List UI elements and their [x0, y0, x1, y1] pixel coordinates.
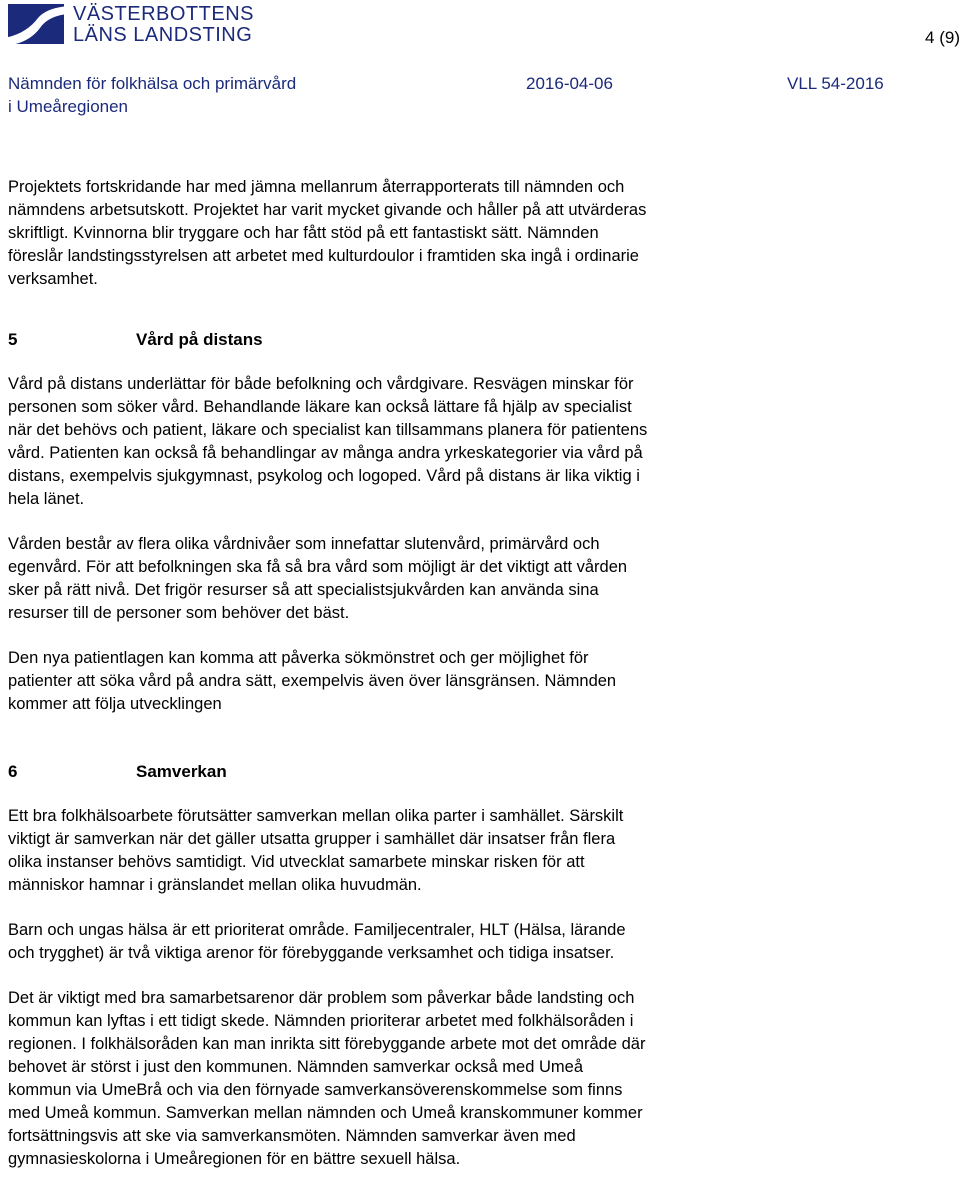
committee-name-line2: i Umeåregionen — [8, 97, 129, 116]
section-number: 5 — [8, 330, 18, 349]
landsting-logo-icon — [8, 4, 64, 44]
text-line: regionen. I folkhälsoråden kan man inrikta sitt förebyggande arbete mot det område där — [8, 1035, 646, 1053]
paragraph — [8, 919, 953, 965]
document-date: 2016-04-06 — [526, 74, 613, 93]
text-line: vård. Patienten kan också få behandlingar av många andra yrkeskategorier via vård på — [8, 444, 643, 462]
paragraph — [8, 647, 953, 716]
text-line: skriftligt. Kvinnorna blir tryggare och har fått stöd på ett fantastiskt sätt. Nämnden — [8, 224, 599, 242]
section-heading — [8, 328, 953, 351]
text-line: egenvård. För att befolkningen ska få så bra vård som möjligt är det viktigt att vården — [8, 558, 628, 576]
text-line: Vård på distans underlättar för både befolkning och vårdgivare. Resvägen minskar för — [8, 375, 634, 393]
text-line: Ett bra folkhälsoarbete förutsätter samverkan mellan olika parter i samhället. Särskilt — [8, 807, 624, 825]
text-line: verksamhet. — [8, 270, 98, 288]
text-line: fortsättningsvis att ske via samverkansmöten. Nämnden samverkar även med — [8, 1127, 576, 1145]
document-reference: VLL 54-2016 — [787, 74, 884, 93]
section-number: 6 — [8, 762, 18, 781]
section-title: Vård på distans — [136, 330, 263, 349]
paragraph — [8, 805, 953, 897]
text-line: och trygghet) är två viktiga arenor för förebyggande verksamhet och tidiga insatser. — [8, 944, 615, 962]
text-line: patienter att söka vård på andra sätt, exempelvis även över länsgränsen. Nämnden — [8, 672, 617, 690]
text-line: gymnasieskolorna i Umeåregionen för en bättre sexuell hälsa. — [8, 1150, 461, 1168]
text-line: kommun kan lyftas i ett tidigt skede. Nämnden prioriterar arbetet med folkhälsoråden i — [8, 1012, 634, 1030]
section-title: Samverkan — [136, 762, 227, 781]
text-line: Den nya patientlagen kan komma att påverka sökmönstret och ger möjlighet för — [8, 649, 589, 667]
intro-paragraph — [8, 176, 953, 291]
text-line: olika instanser behövs samtidigt. Vid utvecklat samarbete minskar risken för att — [8, 853, 585, 871]
text-line: resurser till de personer som behöver det bäst. — [8, 604, 350, 622]
text-line: personen som söker vård. Behandlande läkare kan också lättare få hjälp av specialist — [8, 398, 632, 416]
text-line: kommer att följa utvecklingen — [8, 695, 222, 713]
paragraph — [8, 533, 953, 625]
page-number: 4 (9) — [925, 28, 960, 47]
organization-name — [73, 4, 254, 46]
text-line: Projektets fortskridande har med jämna mellanrum återrapporterats till nämnden och — [8, 178, 625, 196]
text-line: nämndens arbetsutskott. Projektet har varit mycket givande och håller på att utvärderas — [8, 201, 647, 219]
text-line: viktigt är samverkan när det gäller utsatta grupper i samhället där insatser från flera — [8, 830, 616, 848]
document-body — [8, 176, 953, 1171]
text-line: kommun via UmeBrå och via den förnyade samverkansöverenskommelse som finns — [8, 1081, 623, 1099]
text-line: föreslår landstingsstyrelsen att arbetet med kulturdoulor i framtiden ska ingå i ordinarie — [8, 247, 639, 265]
paragraph — [8, 987, 953, 1171]
text-line: människor hamnar i gränslandet mellan olika huvudmän. — [8, 876, 422, 894]
text-line: sker på rätt nivå. Det frigör resurser så att specialistsjukvården kan använda sina — [8, 581, 599, 599]
text-line: Barn och ungas hälsa är ett prioriterat område. Familjecentraler, HLT (Hälsa, lärande — [8, 921, 626, 939]
text-line: när det behövs och patient, läkare och specialist kan tillsammans planera för patientens — [8, 421, 648, 439]
organization-name-line1: VÄSTERBOTTENS — [73, 3, 254, 25]
text-line: Vården består av flera olika vårdnivåer som innefattar slutenvård, primärvård och — [8, 535, 600, 553]
section-6 — [8, 760, 953, 1171]
committee-name-line1: Nämnden för folkhälsa och primärvård — [8, 74, 297, 93]
paragraph — [8, 373, 953, 511]
section-5 — [8, 328, 953, 716]
organization-logo — [8, 4, 254, 46]
text-line: behovet är störst i just den kommunen. Nämnden samverkar också med Umeå — [8, 1058, 584, 1076]
section-heading — [8, 760, 953, 783]
committee-name — [8, 72, 296, 118]
text-line: med Umeå kommun. Samverkan mellan nämnden och Umeå kranskommuner kommer — [8, 1104, 643, 1122]
text-line: Det är viktigt med bra samarbetsarenor där problem som påverkar både landsting och — [8, 989, 635, 1007]
organization-name-line2: LÄNS LANDSTING — [73, 24, 253, 46]
text-line: distans, exempelvis sjukgymnast, psykolog och logoped. Vård på distans är lika viktig i — [8, 467, 640, 485]
text-line: hela länet. — [8, 490, 85, 508]
